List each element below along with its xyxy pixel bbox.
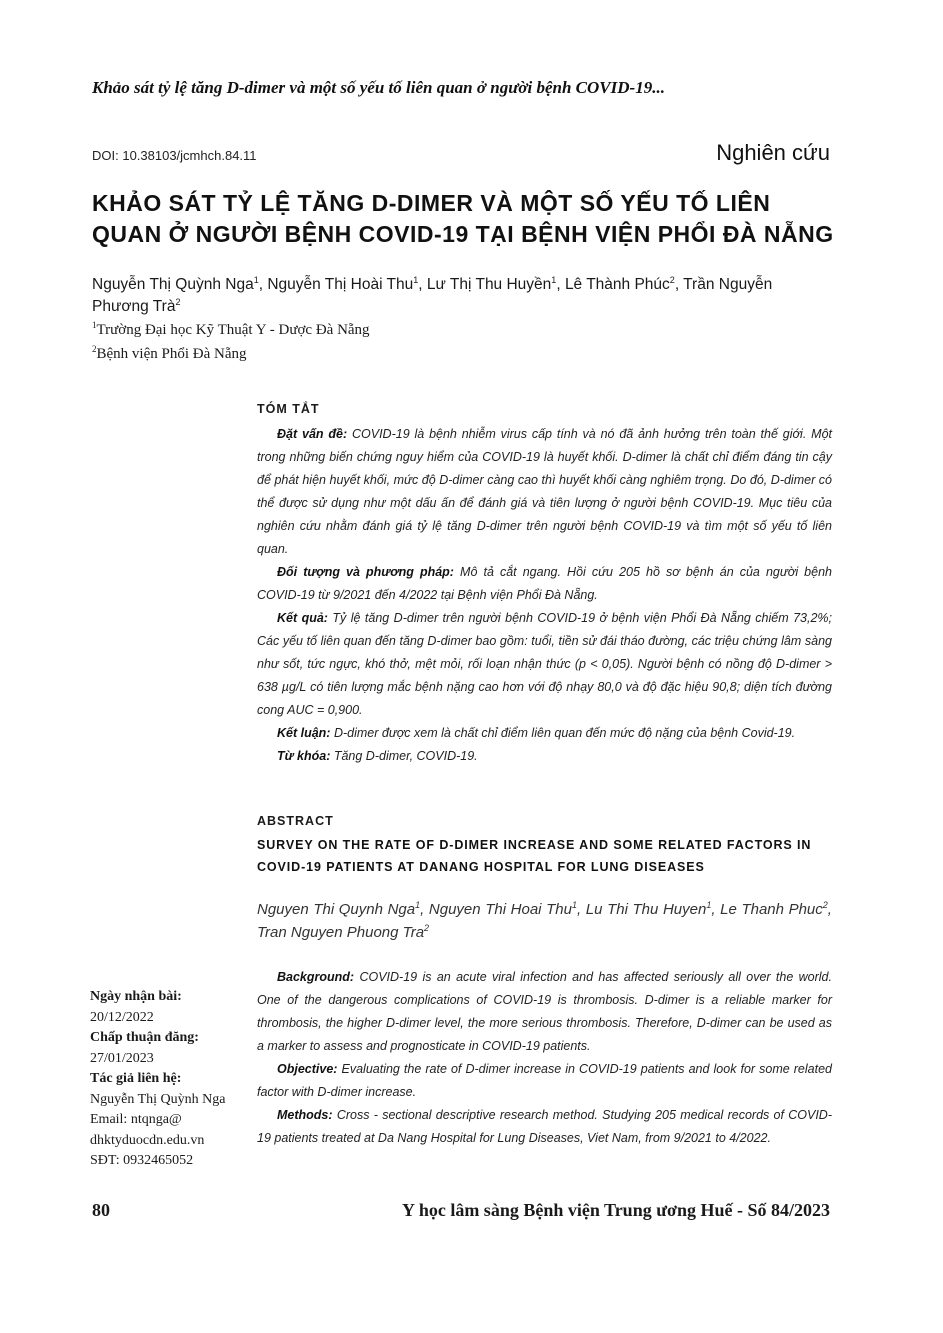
author: Tran Nguyen Phuong Tra$^2$ <box>257 923 430 941</box>
english-abstract <box>257 966 832 1150</box>
author: Trần Nguyễn Phương Trà$^2$ <box>92 276 773 315</box>
journal-footer: Y học lâm sàng Bệnh viện Trung ương Huế - Số 84/2023 <box>401 1200 830 1220</box>
author-list <box>92 274 832 318</box>
author: Nguyễn Thị Hoài Thu$^1$, <box>267 274 427 293</box>
accepted-label: Chấp thuận đăng: <box>90 1030 199 1045</box>
article-info-sidebar <box>90 987 250 1172</box>
abstract-paragraph: Methods: Cross - sectional descriptive research method. Studying 205 medical records of COVID-19 patients treated at Da Nang Hospital for Lung Diseases, Viet Nam, from 9/2021 to 4/2022. <box>257 1108 832 1145</box>
received-date: 20/12/2022 <box>90 1009 154 1025</box>
contact-label: Tác giả liên hệ: <box>90 1071 182 1086</box>
page-number: 80 <box>92 1200 110 1220</box>
author: Lư Thị Thu Huyền$^1$, <box>426 274 565 293</box>
english-title: SURVEY ON THE RATE OF D-DIMER INCREASE AND SOME RELATED FACTORS IN COVID-19 PATIENTS AT DANANG HOSPITAL FOR LUNG DISEASES <box>257 838 812 874</box>
received-label: Ngày nhận bài: <box>90 989 182 1004</box>
contact-name: Nguyễn Thị Quỳnh Nga <box>90 1091 226 1107</box>
author: Nguyen Thi Hoai Thu$^1$, <box>428 900 586 918</box>
abstract-paragraph: Kết quả: Tỷ lệ tăng D-dimer trên người bệnh COVID-19 ở bệnh viện Phổi Đà Nẵng chiếm 73,2%; Các yếu tố liên quan đến tăng D-dimer bao gồm: tuổi, tiền sử đái tháo đường, các triệu chứng lâm sàng như sốt, tức ngực, khó thở, mệt mỏi, rối loạn nhận thức (p < 0,05). Người bệnh có nồng độ D-dimer > 638 µg/L có tiên lượng mắc bệnh nặng cao hơn với độ nhạy 80,0 và độ đặc hiệu 90,8; diện tích đường cong AUC = 0,900. <box>257 611 832 717</box>
abstract-heading: ABSTRACT <box>257 814 334 828</box>
author: Le Thanh Phuc$^2$, <box>720 900 832 918</box>
author: Lê Thành Phúc$^2$, <box>564 274 684 293</box>
abstract-paragraph: Đối tượng và phương pháp: Mô tả cắt ngang. Hồi cứu 205 hồ sơ bệnh án của người bệnh COVID-19 từ 9/2021 đến 4/2022 tại Bệnh viện Phổi Đà Nẵng. <box>257 565 832 602</box>
contact-email-domain: dhktyduocdn.edu.vn <box>90 1132 205 1148</box>
affiliation: $^1$Trường Đại học Kỹ Thuật Y - Dược Đà Nẵng <box>92 320 370 338</box>
abstract-paragraph: Đặt vấn đề: COVID-19 là bệnh nhiễm virus cấp tính và nó đã ảnh hưởng trên toàn thế giới. Một trong những biến chứng nguy hiểm của COVID-19 là huyết khối. D-dimer là chất chỉ điểm đáng tin cậy để phát hiện huyết khối, mức độ D-dimer càng cao thì huyết khối càng nghiêm trọng. Do đó, D-dimer có thể được sử dụng như một dấu ấn để đánh giá và tiên lượng ở người bệnh COVID-19. Mục tiêu của nghiên cứu nhằm đánh giá tỷ lệ tăng D-dimer trên người bệnh COVID-19 và tìm một số yếu tố liên quan. <box>257 427 832 556</box>
vietnamese-abstract <box>257 423 832 768</box>
abstract-paragraph: Kết luận: D-dimer được xem là chất chỉ điểm liên quan đến mức độ nặng của bệnh Covid-19. <box>277 726 796 740</box>
contact-phone: SĐT: 0932465052 <box>90 1153 194 1168</box>
tomtat-heading: TÓM TẮT <box>257 402 320 416</box>
affiliation: $^2$Bệnh viện Phổi Đà Nẵng <box>92 344 247 362</box>
keywords: Từ khóa: Tăng D-dimer, COVID-19. <box>277 749 478 763</box>
section-label: Nghiên cứu <box>716 140 830 165</box>
doi: DOI: 10.38103/jcmhch.84.11 <box>92 148 257 163</box>
article-title: KHẢO SÁT TỶ LỆ TĂNG D-DIMER VÀ MỘT SỐ YẾU TỐ LIÊN QUAN Ở NGƯỜI BỆNH COVID-19 TẠI BỆNH VIỆN PHỔI ĐÀ NẴNG <box>92 190 834 247</box>
accepted-date: 27/01/2023 <box>90 1050 154 1066</box>
author: Nguyen Thi Quynh Nga$^1$, <box>257 900 429 918</box>
contact-email: Email: ntqnga@ <box>90 1112 182 1127</box>
english-author-list <box>257 898 832 944</box>
author: Lu Thi Thu Huyen$^1$, <box>585 900 721 918</box>
author: Nguyễn Thị Quỳnh Nga$^1$, <box>92 274 268 293</box>
abstract-paragraph: Objective: Evaluating the rate of D-dimer increase in COVID-19 patients and look for some related factor with D-dimer increase. <box>257 1062 832 1099</box>
abstract-paragraph: Background: COVID-19 is an acute viral infection and has affected seriously all over the world. One of the dangerous complications of COVID-19 is thrombosis. D-dimer is a reliable marker for thrombosis, the higher D-dimer level, the more serious thrombosis. Therefore, D-dimer can be used as a marker to assess and prognosticate in COVID-19 patients. <box>257 970 832 1053</box>
running-head: Khảo sát tỷ lệ tăng D-dimer và một số yếu tố liên quan ở người bệnh COVID-19... <box>92 78 665 97</box>
